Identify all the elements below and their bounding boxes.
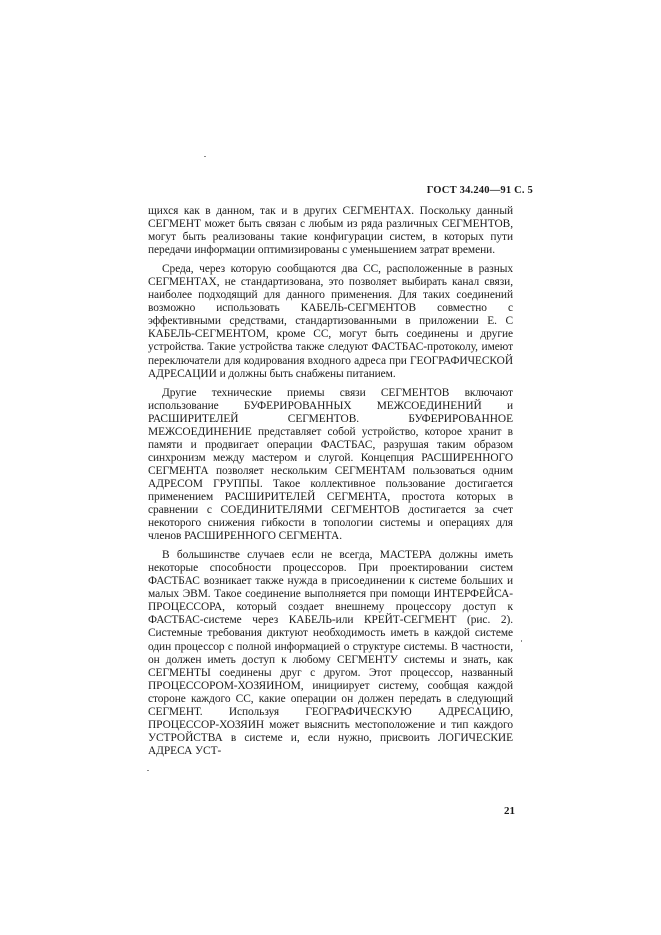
page-header: ГОСТ 34.240—91 С. 5 — [426, 185, 533, 196]
page-number: 21 — [504, 805, 515, 817]
paragraph-continuation: щихся как в данном, так и в других СЕГМЕНТАХ. Поскольку данный СЕГМЕНТ может быть связан с любым из ряда различных СЕГМЕНТОВ, могут быть реализованы такие конфигурации систем, в которых пути передачи информации оптимизированы с уменьшением затрат времени. — [148, 205, 513, 257]
scan-speck — [204, 156, 206, 157]
paragraph-buffered-interconnects: Другие технические приемы связи СЕГМЕНТОВ включают использование БУФЕРИРОВАННЫХ МЕЖСОЕДИНЕНИЙ и РАСШИРИТЕЛЕЙ СЕГМЕНТОВ. БУФЕРИРОВАННОЕ МЕЖСОЕДИНЕНИЕ представляет собой устройство, которое хранит в памяти и продвигает операции ФАСТБАС, разрушая таким образом синхронизм между мастером и слугой. Концепция РАСШИРЕННОГО СЕГМЕНТА позволяет нескольким СЕГМЕНТАМ пользоваться одним АДРЕСОМ ГРУППЫ. Такое коллективное пользование достигается применением РАСШИРИТЕЛЕЙ СЕГМЕНТА, простота которых в сравнении с СОЕДИНИТЕЛЯМИ СЕГМЕНТОВ достигается за счет некоторого снижения гибкости в топологии системы и операциях для членов РАСШИРЕННОГО СЕГМЕНТА. — [148, 386, 513, 543]
body-text — [148, 205, 513, 764]
scan-speck — [147, 770, 149, 771]
paragraph-media: Среда, через которую сообщаются два СС, расположенные в разных СЕГМЕНТАХ, не стандартизована, это позволяет выбирать канал связи, наиболее подходящий для данного применения. Для таких соединений возможно использовать КАБЕЛЬ-СЕГМЕНТОВ совместно с эффективными средствами, стандартизованными в приложении Е. С КАБЕЛЬ-СЕГМЕНТОМ, кроме СС, могут быть соединены и другие устройства. Такие устройства также следуют ФАСТБАС-протоколу, имеют переключатели для кодирования входного адреса при ГЕОГРАФИЧЕСКОЙ АДРЕСАЦИИ и должны быть снабжены питанием. — [148, 263, 513, 380]
scan-speck — [521, 640, 522, 642]
paragraph-host-processor: В большинстве случаев если не всегда, МАСТЕРА должны иметь некоторые способности процессоров. При проектировании систем ФАСТБАС возникает также нужда в присоединении к системе больших и малых ЭВМ. Такое соединение выполняется при помощи ИНТЕРФЕЙСА-ПРОЦЕССОРА, который создает внешнему процессору доступ к ФАСТБАС-системе через КАБЕЛЬ-или КРЕЙТ-СЕГМЕНТ (рис. 2). Системные требования диктуют необходимость иметь в каждой системе один процессор с полной информацией о структуре системы. В частности, он должен иметь доступ к любому СЕГМЕНТУ системы и знать, как СЕГМЕНТЫ соединены друг с другом. Этот процессор, названный ПРОЦЕССОРОМ-ХОЗЯИНОМ, инициирует систему, сообщая каждой стороне каждого СС, какие операции он должен передать в следующий СЕГМЕНТ. Используя ГЕОГРАФИЧЕСКУЮ АДРЕСАЦИЮ, ПРОЦЕССОР-ХОЗЯИН может выяснить местоположение и тип каждого УСТРОЙСТВА в системе и, если нужно, присвоить ЛОГИЧЕСКИЕ АДРЕСА УСТ- — [148, 549, 513, 757]
